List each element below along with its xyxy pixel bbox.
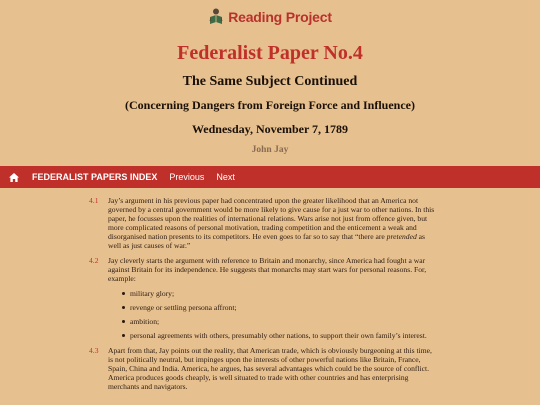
paragraph-text: Apart from that, Jay points out the reality, that American trade, which is obviously burgeoning at this time, is not politically neutral, but impinges upon the interests of other powerful nations like Britain, France, Spain, China and India. America, he argues, has several advantages which could be the source of conflict. America produces goods cheaply, is well situated to trade with other countries and has enterprising merchants and navigators. — [108, 346, 432, 391]
reader-figure-icon — [208, 8, 224, 26]
list-item: ambition; — [122, 317, 436, 326]
brand-logo[interactable] — [0, 8, 540, 26]
paragraph-text-part: as well as just causes of war.” — [108, 232, 425, 250]
brand-name: Reading Project — [228, 9, 332, 25]
paragraph-number: 4.2 — [89, 256, 99, 265]
list-item: revenge or settling persona affront; — [122, 303, 436, 312]
list-item: personal agreements with others, presumably other nations, to support their own family’s interest. — [122, 331, 436, 340]
page-date: Wednesday, November 7, 1789 — [191, 122, 349, 136]
main-navbar — [0, 166, 540, 188]
paragraph-emphasis: pretended — [386, 232, 417, 241]
paragraph-4-3 — [89, 346, 436, 391]
paragraph-number: 4.3 — [89, 346, 99, 355]
article-content — [0, 196, 540, 397]
home-icon[interactable] — [6, 171, 22, 183]
list-item: military glory; — [122, 289, 436, 298]
paragraph-text-part: Jay’s argument in his previous paper had concentrated upon the greater likelihood that an America not governed by a central government would be more likely to give cause for a just war to other nations. In this paper, he focusses upon the realities of international relations. Wars arise not just from offence given, but more complicated reasons of personal motivation, trading competition and the enticement a weak and disorganised nation presents to its competitors. He even goes to far so to say that “there are — [108, 196, 435, 241]
page-title: Federalist Paper No.4 — [177, 42, 363, 64]
paragraph-number: 4.1 — [89, 196, 99, 205]
page-subtitle: The Same Subject Continued — [182, 74, 358, 89]
reasons-list — [108, 289, 436, 340]
paragraph-4-2 — [89, 256, 436, 340]
paragraph-4-1 — [89, 196, 436, 250]
nav-previous-link[interactable]: Previous — [169, 172, 205, 182]
nav-next-link[interactable]: Next — [216, 172, 235, 182]
page-parenthetical: (Concerning Dangers from Foreign Force and Influence) — [125, 98, 415, 112]
nav-federalist-index-link[interactable]: FEDERALIST PAPERS INDEX — [32, 172, 158, 182]
paragraph-text: Jay cleverly starts the argument with reference to Britain and monarchy, since America had fought a war against Britain for its independence. He suggests that monarchs may start wars for personal reasons. For, example: — [108, 256, 427, 283]
page-author: John Jay — [251, 145, 289, 155]
